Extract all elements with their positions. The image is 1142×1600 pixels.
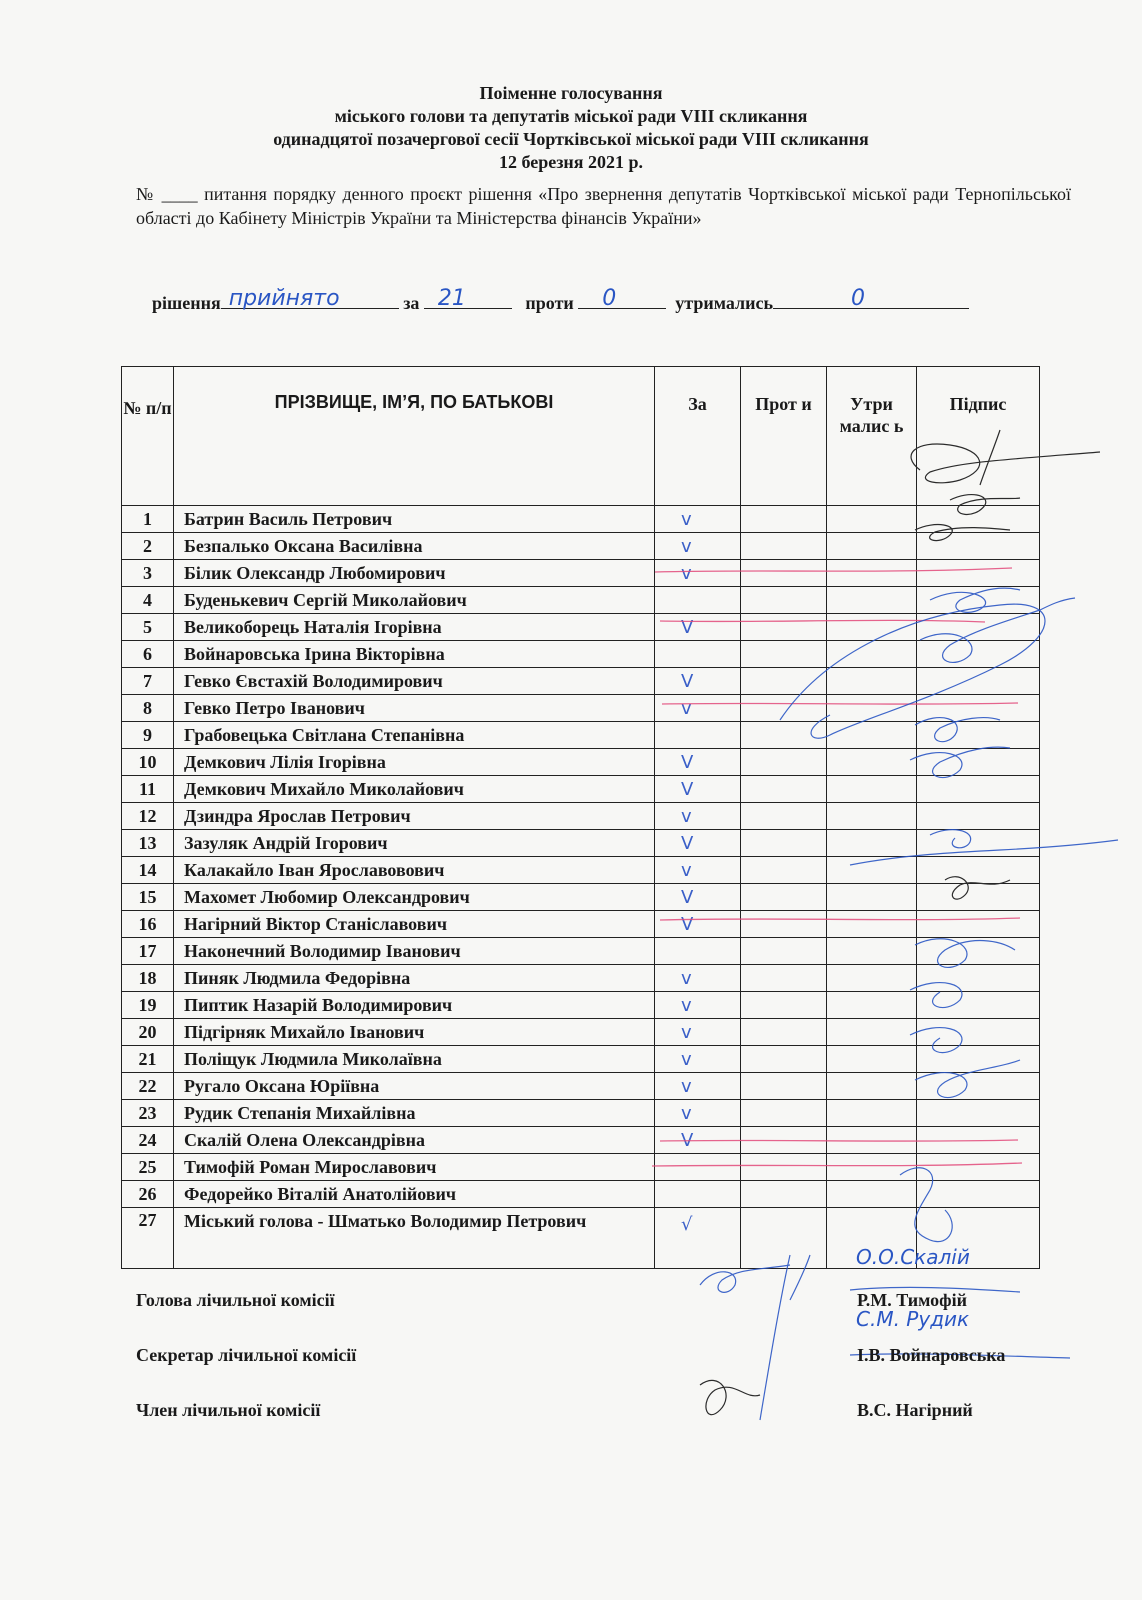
row-vote-abstained (827, 722, 917, 749)
row-vote-against (741, 1154, 827, 1181)
row-number: 19 (122, 992, 174, 1019)
row-name: Пиптик Назарій Володимирович (174, 992, 655, 1019)
row-name: Калакайло Іван Ярославовович (174, 857, 655, 884)
row-vote-abstained (827, 1208, 917, 1269)
table-row (122, 830, 1040, 857)
row-number: 21 (122, 1046, 174, 1073)
row-signature (917, 884, 1040, 911)
row-number: 12 (122, 803, 174, 830)
row-name: Білик Олександр Любомирович (174, 560, 655, 587)
row-signature (917, 641, 1040, 668)
row-number: 9 (122, 722, 174, 749)
row-name: Ругало Оксана Юріївна (174, 1073, 655, 1100)
row-number: 1 (122, 506, 174, 533)
row-vote-for: V (655, 668, 741, 695)
row-number: 22 (122, 1073, 174, 1100)
for-field (424, 286, 512, 311)
row-vote-abstained (827, 965, 917, 992)
row-number: 24 (122, 1127, 174, 1154)
row-vote-for: v (655, 533, 741, 560)
row-vote-against (741, 560, 827, 587)
row-vote-for: V (655, 749, 741, 776)
row-name: Рудик Степанія Михайлівна (174, 1100, 655, 1127)
row-vote-abstained (827, 1046, 917, 1073)
row-vote-for (655, 1181, 741, 1208)
row-name: Зазуляк Андрій Ігорович (174, 830, 655, 857)
row-vote-against (741, 992, 827, 1019)
row-vote-against (741, 1208, 827, 1269)
row-vote-for (655, 938, 741, 965)
row-vote-abstained (827, 857, 917, 884)
decision-value: прийнято (228, 286, 340, 311)
table-row (122, 938, 1040, 965)
table-row (122, 614, 1040, 641)
for-value: 21 (437, 286, 466, 311)
against-label: проти (525, 293, 574, 313)
table-row (122, 1019, 1040, 1046)
row-name: Демкович Лілія Ігорівна (174, 749, 655, 776)
row-number: 15 (122, 884, 174, 911)
row-signature (917, 1073, 1040, 1100)
row-name: Демкович Михайло Миколайович (174, 776, 655, 803)
row-signature (917, 1127, 1040, 1154)
table-row (122, 911, 1040, 938)
row-signature (917, 992, 1040, 1019)
header-date: 12 березня 2021 р. (498, 152, 644, 172)
commission-head-label: Голова лічильної комісії (136, 1290, 335, 1310)
row-vote-abstained (827, 587, 917, 614)
row-vote-against (741, 830, 827, 857)
row-vote-for: v (655, 1046, 741, 1073)
row-number: 20 (122, 1019, 174, 1046)
row-vote-against (741, 506, 827, 533)
row-number: 8 (122, 695, 174, 722)
roll-call-table (121, 366, 1040, 1269)
row-vote-for: v (655, 1019, 741, 1046)
row-vote-for: v (655, 965, 741, 992)
row-signature (917, 1046, 1040, 1073)
row-vote-for: V (655, 614, 741, 641)
row-vote-for (655, 722, 741, 749)
row-number: 3 (122, 560, 174, 587)
row-name: Великоборець Наталія Ігорівна (174, 614, 655, 641)
row-vote-abstained (827, 1019, 917, 1046)
row-name: Безпалько Оксана Василівна (174, 533, 655, 560)
col-header-for: За (655, 367, 741, 506)
row-vote-abstained (827, 1073, 917, 1100)
row-vote-for: v (655, 803, 741, 830)
col-header-number: № п/п (122, 367, 174, 506)
table-row (122, 722, 1040, 749)
row-number: 27 (122, 1208, 174, 1269)
row-vote-abstained (827, 506, 917, 533)
row-vote-for: v (655, 857, 741, 884)
table-row (122, 1208, 1040, 1269)
row-vote-for: v (655, 560, 741, 587)
row-vote-against (741, 776, 827, 803)
table-row (122, 1100, 1040, 1127)
row-vote-against (741, 668, 827, 695)
row-vote-against (741, 1019, 827, 1046)
row-vote-for: V (655, 884, 741, 911)
row-vote-for: √ (655, 1208, 741, 1269)
document-header (0, 82, 1142, 174)
row-signature (917, 722, 1040, 749)
row-signature (917, 1181, 1040, 1208)
abstained-field (773, 286, 969, 311)
row-vote-against (741, 722, 827, 749)
row-vote-for (655, 641, 741, 668)
row-vote-for (655, 1154, 741, 1181)
col-header-signature: Підпис (917, 367, 1040, 506)
row-name: Гевко Петро Іванович (174, 695, 655, 722)
signature-row-27-scribble (700, 1380, 760, 1414)
table-row (122, 668, 1040, 695)
row-number: 18 (122, 965, 174, 992)
row-vote-abstained (827, 911, 917, 938)
handwritten-name-1: О.О.Скалій (856, 1245, 970, 1269)
row-number: 13 (122, 830, 174, 857)
row-vote-against (741, 803, 827, 830)
row-name: Войнаровська Ірина Вікторівна (174, 641, 655, 668)
commission-head-name: Р.М. Тимофій (857, 1290, 968, 1310)
table-row (122, 1046, 1040, 1073)
table-row (122, 506, 1040, 533)
commission-member-label: Член лічильної комісії (136, 1400, 321, 1420)
row-vote-abstained (827, 776, 917, 803)
row-signature (917, 1019, 1040, 1046)
row-vote-against (741, 614, 827, 641)
row-vote-against (741, 533, 827, 560)
row-vote-against (741, 1127, 827, 1154)
row-vote-for: v (655, 695, 741, 722)
col-header-abstained: Утри малис ь (827, 367, 917, 506)
row-vote-abstained (827, 560, 917, 587)
row-signature (917, 911, 1040, 938)
row-vote-for: v (655, 992, 741, 1019)
table-row (122, 695, 1040, 722)
row-number: 14 (122, 857, 174, 884)
table-row (122, 884, 1040, 911)
for-label: за (403, 293, 420, 313)
row-signature (917, 506, 1040, 533)
row-name: Махомет Любомир Олександрович (174, 884, 655, 911)
table-row (122, 965, 1040, 992)
agenda-question: № ____ питання порядку денного проєкт рішення «Про звернення депутатів Чортківської міської ради Тернопільської області до Кабінету Міністрів України та Міністерства фінансів України» (136, 184, 1071, 228)
row-name: Міський голова - Шматько Володимир Петрович (174, 1208, 655, 1269)
table-row (122, 857, 1040, 884)
row-name: Грабовецька Світлана Степанівна (174, 722, 655, 749)
table-row (122, 1127, 1040, 1154)
row-number: 26 (122, 1181, 174, 1208)
table-row (122, 992, 1040, 1019)
row-name: Дзиндра Ярослав Петрович (174, 803, 655, 830)
row-vote-for: V (655, 776, 741, 803)
row-vote-against (741, 1181, 827, 1208)
row-vote-for: V (655, 1127, 741, 1154)
row-signature (917, 1154, 1040, 1181)
row-vote-abstained (827, 992, 917, 1019)
row-number: 2 (122, 533, 174, 560)
table-row (122, 749, 1040, 776)
table-row (122, 533, 1040, 560)
row-number: 6 (122, 641, 174, 668)
row-name: Підгірняк Михайло Іванович (174, 1019, 655, 1046)
row-vote-for: v (655, 506, 741, 533)
row-signature (917, 749, 1040, 776)
row-signature (917, 938, 1040, 965)
table-row (122, 641, 1040, 668)
row-signature (917, 587, 1040, 614)
row-vote-abstained (827, 695, 917, 722)
row-signature (917, 776, 1040, 803)
row-vote-abstained (827, 641, 917, 668)
row-vote-abstained (827, 1181, 917, 1208)
row-vote-abstained (827, 803, 917, 830)
row-number: 16 (122, 911, 174, 938)
row-vote-for: V (655, 830, 741, 857)
row-signature (917, 965, 1040, 992)
table-row (122, 587, 1040, 614)
row-signature (917, 857, 1040, 884)
row-signature (917, 614, 1040, 641)
against-value: 0 (602, 286, 617, 311)
row-name: Скалій Олена Олександрівна (174, 1127, 655, 1154)
row-vote-abstained (827, 533, 917, 560)
abstained-value: 0 (851, 286, 865, 311)
row-name: Тимофій Роман Мирославович (174, 1154, 655, 1181)
row-vote-abstained (827, 938, 917, 965)
row-signature (917, 1208, 1040, 1269)
row-signature (917, 830, 1040, 857)
row-vote-against (741, 695, 827, 722)
row-number: 4 (122, 587, 174, 614)
row-name: Поліщук Людмила Миколаївна (174, 1046, 655, 1073)
row-vote-abstained (827, 884, 917, 911)
row-vote-abstained (827, 1154, 917, 1181)
row-signature (917, 1100, 1040, 1127)
row-vote-against (741, 641, 827, 668)
row-vote-against (741, 938, 827, 965)
row-name: Гевко Євстахій Володимирович (174, 668, 655, 695)
commission-member-name: В.С. Нагірний (857, 1400, 973, 1420)
row-number: 25 (122, 1154, 174, 1181)
row-vote-against (741, 911, 827, 938)
row-vote-against (741, 587, 827, 614)
header-line-2: міського голови та депутатів міської ради VIII скликання (334, 106, 808, 126)
against-field (578, 286, 666, 311)
row-name: Батрин Василь Петрович (174, 506, 655, 533)
decision-label: рішення (152, 293, 221, 313)
col-header-name: ПРІЗВИЩЕ, ІМ’Я, ПО БАТЬКОВІ (174, 367, 655, 506)
row-name: Нагірний Віктор Станіславович (174, 911, 655, 938)
decision-field (221, 286, 399, 311)
table-header-row (122, 367, 1040, 506)
row-vote-abstained (827, 614, 917, 641)
table-row (122, 1181, 1040, 1208)
row-number: 11 (122, 776, 174, 803)
row-vote-against (741, 749, 827, 776)
row-number: 7 (122, 668, 174, 695)
commission-sign-2 (760, 1255, 790, 1420)
table-row (122, 803, 1040, 830)
col-header-against: Прот и (741, 367, 827, 506)
row-number: 17 (122, 938, 174, 965)
row-vote-abstained (827, 1127, 917, 1154)
commission-secretary-name: І.В. Войнаровська (857, 1345, 1006, 1365)
table-row (122, 776, 1040, 803)
row-signature (917, 695, 1040, 722)
row-vote-against (741, 884, 827, 911)
commission-secretary-label: Секретар лічильної комісії (136, 1345, 357, 1365)
row-vote-against (741, 857, 827, 884)
row-vote-against (741, 1100, 827, 1127)
header-title: Поіменне голосування (479, 83, 663, 103)
row-vote-for: V (655, 911, 741, 938)
row-signature (917, 533, 1040, 560)
row-vote-abstained (827, 749, 917, 776)
row-vote-for: v (655, 1073, 741, 1100)
handwritten-name-2: С.М. Рудик (856, 1307, 970, 1331)
row-number: 5 (122, 614, 174, 641)
decision-line (152, 286, 969, 314)
row-vote-for (655, 587, 741, 614)
header-line-3: одинадцятої позачергової сесії Чортківської міської ради VIII скликання (273, 129, 869, 149)
row-name: Буденькевич Сергій Миколайович (174, 587, 655, 614)
abstained-label: утримались (675, 293, 773, 313)
row-signature (917, 560, 1040, 587)
row-vote-against (741, 965, 827, 992)
row-name: Федорейко Віталій Анатолійович (174, 1181, 655, 1208)
row-name: Наконечний Володимир Іванович (174, 938, 655, 965)
row-name: Пиняк Людмила Федорівна (174, 965, 655, 992)
row-vote-abstained (827, 668, 917, 695)
table-row (122, 1154, 1040, 1181)
row-signature (917, 803, 1040, 830)
row-vote-abstained (827, 830, 917, 857)
table-row (122, 1073, 1040, 1100)
row-number: 23 (122, 1100, 174, 1127)
row-vote-for: v (655, 1100, 741, 1127)
table-row (122, 560, 1040, 587)
row-signature (917, 668, 1040, 695)
row-vote-against (741, 1073, 827, 1100)
row-vote-abstained (827, 1100, 917, 1127)
row-number: 10 (122, 749, 174, 776)
row-vote-against (741, 1046, 827, 1073)
